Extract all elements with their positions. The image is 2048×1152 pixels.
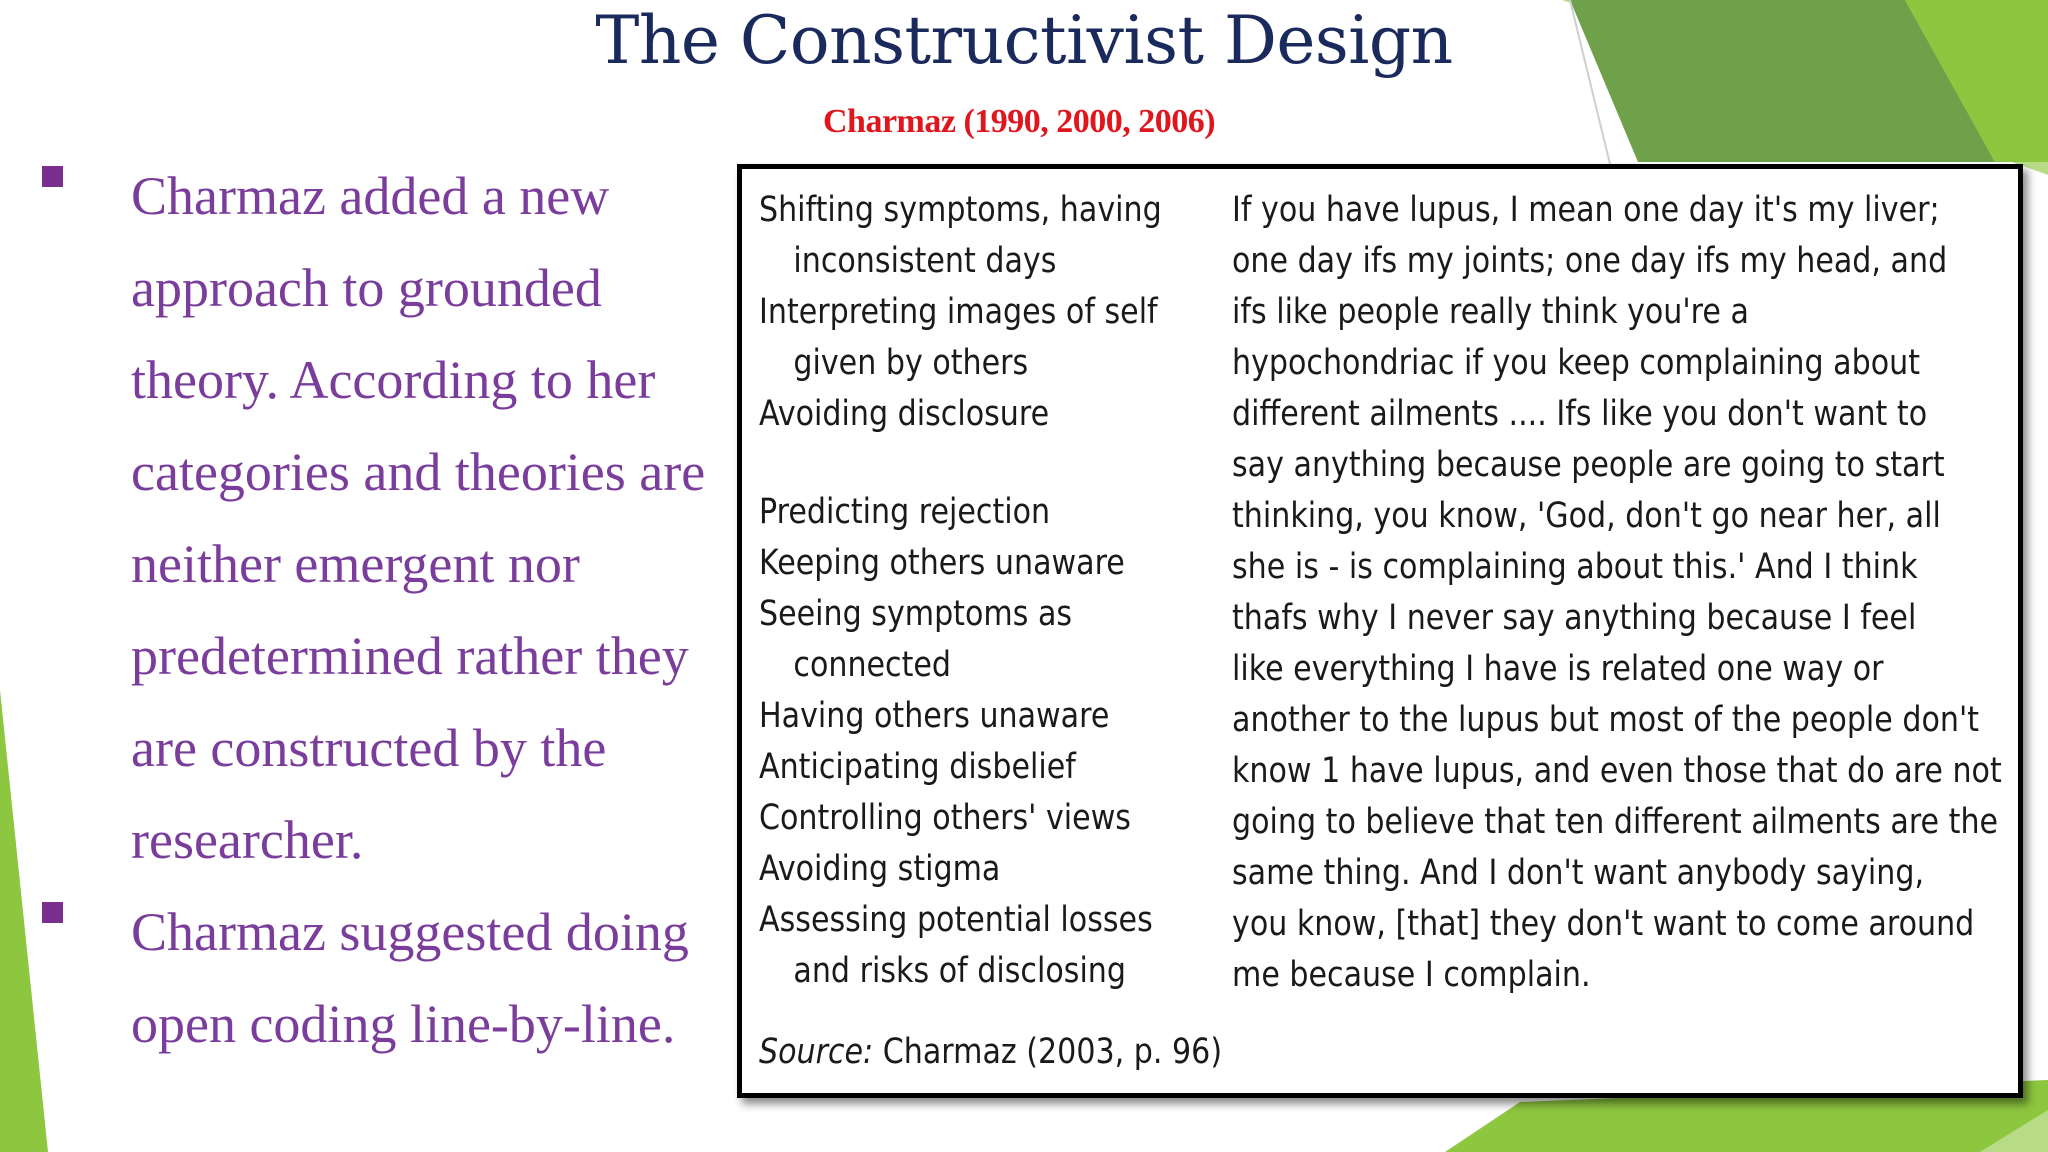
code-group-spacer	[759, 440, 1146, 487]
code-text-continuation: and risks of disclosing	[793, 951, 1126, 991]
code-text: Anticipating disbelief	[759, 747, 1076, 787]
code-item	[759, 389, 1146, 440]
code-item	[759, 895, 1153, 997]
code-text: Assessing potential losses	[759, 900, 1153, 940]
quote-line: going to believe that ten different ailments are the	[1232, 802, 1999, 842]
quote-line: same thing. And I don't want anybody saying,	[1232, 853, 1925, 893]
interview-quote-column	[1232, 185, 2006, 1001]
source-label: Source:	[759, 1032, 874, 1072]
square-bullet-icon	[42, 902, 63, 923]
code-text: Avoiding stigma	[759, 849, 1001, 889]
code-item	[759, 185, 1162, 287]
code-item	[759, 287, 1158, 389]
quote-line: know 1 have lupus, and even those that do are not	[1232, 751, 2002, 791]
bullet-item-constructed-categories	[40, 150, 720, 886]
bullet-item-open-coding	[40, 886, 720, 1070]
quote-line: thafs why I never say anything because I feel	[1232, 598, 1917, 638]
bullet-text: Charmaz suggested doing open coding line-by-line.	[131, 902, 689, 1054]
figure-source-citation	[759, 1032, 1222, 1072]
code-item	[759, 742, 1146, 793]
quote-line: ifs like people really think you're a	[1232, 292, 1749, 332]
coding-example-figure	[737, 164, 2023, 1098]
code-item	[759, 538, 1146, 589]
code-item	[759, 793, 1146, 844]
quote-line: she is - is complaining about this.' And I think	[1232, 547, 1918, 587]
code-item	[759, 487, 1146, 538]
code-text-continuation: given by others	[793, 343, 1029, 383]
quote-line: one day ifs my joints; one day ifs my head, and	[1232, 241, 1948, 281]
quote-line: If you have lupus, I mean one day it's my liver;	[1232, 190, 1940, 230]
quote-line: hypochondriac if you keep complaining about	[1232, 343, 1921, 383]
code-text: Controlling others' views	[759, 798, 1131, 838]
quote-line: different ailments .... Ifs like you don't want to	[1232, 394, 1928, 434]
quote-line: say anything because people are going to start	[1232, 445, 1945, 485]
code-text-continuation: inconsistent days	[793, 241, 1057, 281]
slide-subtitle-citation: Charmaz (1990, 2000, 2006)	[823, 103, 1216, 140]
source-text: Charmaz (2003, p. 96)	[882, 1032, 1223, 1072]
quote-line: like everything I have is related one way or	[1232, 649, 1884, 689]
code-item	[759, 844, 1146, 895]
code-text-continuation: connected	[793, 645, 952, 685]
slide-title: The Constructivist Design	[595, 2, 1453, 79]
quote-line: another to the lupus but most of the people don't	[1232, 700, 1980, 740]
code-text: Seeing symptoms as	[759, 594, 1073, 634]
code-text: Predicting rejection	[759, 492, 1051, 532]
quote-line: thinking, you know, 'God, don't go near her, all	[1232, 496, 1941, 536]
code-text: Shifting symptoms, having	[759, 190, 1162, 230]
line-by-line-codes-column	[759, 185, 1162, 997]
code-text: Interpreting images of self	[759, 292, 1158, 332]
quote-line: you know, [that] they don't want to come around	[1232, 904, 1975, 944]
bullet-text: Charmaz added a new approach to grounded theory. According to her categories and theories are neither emergent nor predetermined rather they are constructed by the researcher.	[131, 166, 706, 870]
code-text: Avoiding disclosure	[759, 394, 1050, 434]
square-bullet-icon	[42, 166, 63, 187]
bullet-list	[40, 150, 720, 1070]
quote-line: me because I complain.	[1232, 955, 1591, 995]
code-item	[759, 691, 1146, 742]
code-item	[759, 589, 1146, 691]
code-text: Having others unaware	[759, 696, 1110, 736]
code-text: Keeping others unaware	[759, 543, 1125, 583]
